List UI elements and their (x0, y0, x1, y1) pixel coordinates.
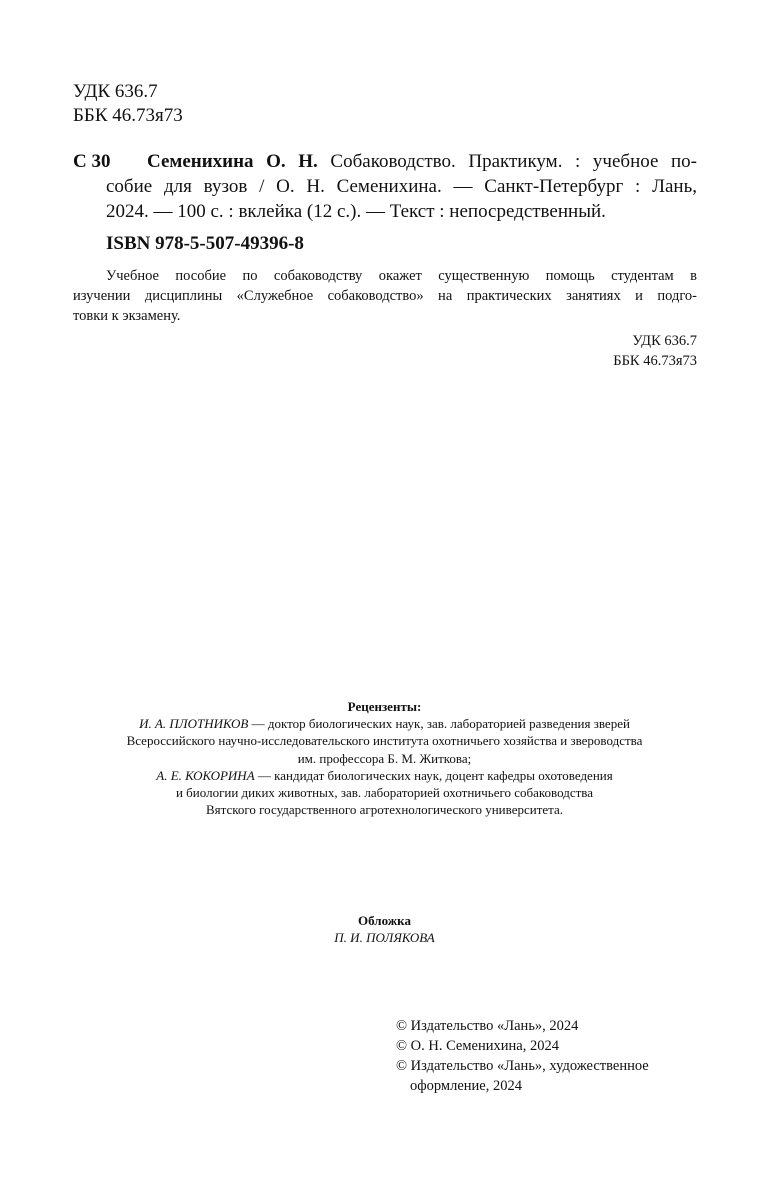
reviewer-2-line-3: Вятского государственного агротехнологического университета. (206, 802, 563, 818)
reviewer-2-title: — кандидат биологических наук, доцент кафедры охотоведения (254, 767, 613, 783)
catalog-code: С 30 (73, 151, 111, 172)
catalog-author: Семенихина О. Н. (147, 151, 318, 172)
reviewer-1-line-3: им. профессора Б. М. Житкова; (297, 750, 472, 766)
catalog-title: Собаководство. Практикум. : учебное по- (330, 151, 698, 172)
abstract-line-1: Учебное пособие по собаководству окажет существенную помощь студентам в (106, 268, 697, 284)
isbn: ISBN 978-5-507-49396-8 (106, 233, 304, 254)
catalog-line-3: 2024. — 100 с. : вклейка (12 с.). — Текст : непосредственный. (106, 201, 606, 222)
bbk-code: ББК 46.73я73 (73, 105, 183, 126)
cover-heading: Обложка (358, 913, 411, 928)
udk-code-right: УДК 636.7 (632, 333, 697, 349)
reviewers-heading: Рецензенты: (347, 699, 422, 714)
reviewer-1-line-1 (0, 715, 769, 732)
cover-block (0, 912, 769, 946)
cover-artist: П. И. ПОЛЯКОВА (334, 930, 435, 946)
reviewers-block (0, 698, 769, 818)
reviewer-1-title: — доктор биологических наук, зав. лабораторией разведения зверей (248, 716, 630, 732)
copyright-block (396, 1016, 649, 1096)
reviewer-2-name: А. Е. КОКОРИНА (156, 767, 255, 783)
abstract-line-2: изучении дисциплины «Служебное собаководство» на практических занятиях и подго- (73, 288, 697, 304)
copyright-line-3: © Издательство «Лань», художественное (396, 1058, 649, 1074)
reviewer-2-line-2: и биологии диких животных, зав. лабораторией охотничьего собаководства (175, 785, 594, 801)
reviewer-1-name: И. А. ПЛОТНИКОВ (139, 716, 249, 732)
catalog-line-1 (147, 150, 697, 174)
reviewer-2-line-1 (0, 767, 769, 784)
udk-code: УДК 636.7 (73, 81, 158, 102)
bbk-code-right: ББК 46.73я73 (613, 353, 697, 369)
catalog-line-2: собие для вузов / О. Н. Семенихина. — Санкт-Петербург : Лань, (106, 176, 697, 197)
copyright-line-2: © О. Н. Семенихина, 2024 (396, 1038, 559, 1054)
copyright-line-1: © Издательство «Лань», 2024 (396, 1018, 579, 1034)
abstract-line-3: товки к экзамену. (73, 308, 181, 324)
reviewer-1-line-2: Всероссийского научно-исследовательского института охотничьего хозяйства и звероводства (126, 733, 643, 749)
copyright-line-4: оформление, 2024 (410, 1078, 522, 1094)
